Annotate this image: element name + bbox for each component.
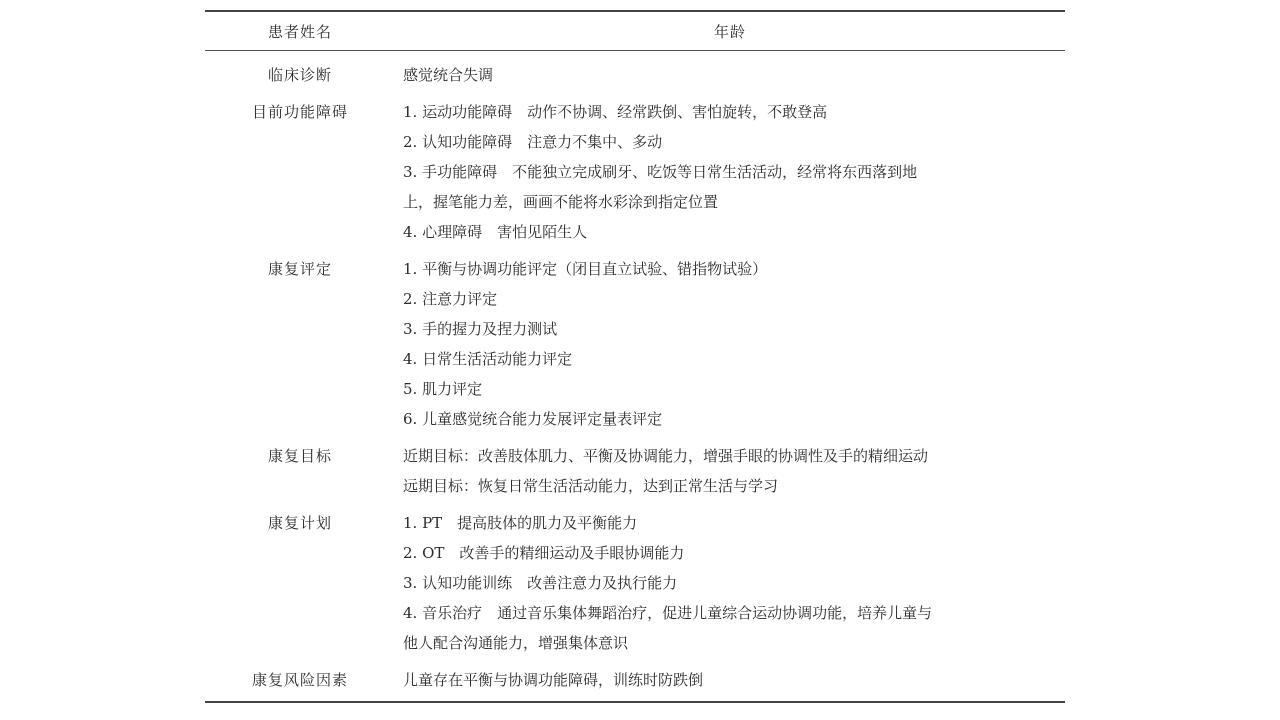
table-header [205, 12, 1065, 50]
table-row-dysfunction [205, 97, 1065, 247]
row-line: 6. 儿童感觉统合能力发展评定量表评定 [403, 410, 663, 428]
table-row-risk [205, 665, 1065, 695]
row-label: 康复计划 [267, 514, 332, 532]
row-label: 临床诊断 [267, 66, 332, 84]
row-line: 3. 手功能障碍 不能独立完成刷牙、吃饭等日常生活活动，经常将东西落到地 [403, 163, 918, 181]
row-value [395, 254, 1065, 434]
row-value [395, 97, 1065, 247]
row-line: 1. 运动功能障碍 动作不协调、经常跌倒、害怕旋转，不敢登高 [403, 103, 828, 121]
row-line: 4. 音乐治疗 通过音乐集体舞蹈治疗，促进儿童综合运动协调功能，培养儿童与 [403, 604, 933, 622]
row-line: 2. 注意力评定 [403, 290, 498, 308]
row-line: 上，握笔能力差，画画不能将水彩涂到指定位置 [403, 193, 719, 211]
row-line: 儿童存在平衡与协调功能障碍，训练时防跌倒 [403, 671, 704, 689]
row-line: 2. OT 改善手的精细运动及手眼协调能力 [403, 544, 685, 562]
table-row-goals [205, 441, 1065, 501]
bottom-rule [205, 701, 1065, 703]
row-label: 康复风险因素 [251, 671, 348, 689]
row-value [395, 508, 1065, 658]
table-body [205, 51, 1065, 701]
table-row-plan [205, 508, 1065, 658]
case-table [205, 10, 1065, 703]
header-label: 患者姓名 [267, 22, 332, 41]
row-line: 4. 心理障碍 害怕见陌生人 [403, 223, 588, 241]
header-value: 年龄 [713, 22, 746, 41]
table-row-diagnosis [205, 60, 1065, 90]
row-label: 康复评定 [267, 260, 332, 278]
row-line: 感觉统合失调 [403, 66, 494, 84]
row-line: 2. 认知功能障碍 注意力不集中、多动 [403, 133, 663, 151]
row-line: 3. 手的握力及捏力测试 [403, 320, 558, 338]
row-line: 近期目标：改善肢体肌力、平衡及协调能力，增强手眼的协调性及手的精细运动 [403, 447, 929, 465]
row-line: 4. 日常生活活动能力评定 [403, 350, 573, 368]
row-label: 康复目标 [267, 447, 332, 465]
row-line: 他人配合沟通能力，增强集体意识 [403, 634, 629, 652]
row-line: 1. 平衡与协调功能评定（闭目直立试验、错指物试验） [403, 260, 768, 278]
row-value [395, 665, 1065, 695]
row-label: 目前功能障碍 [251, 103, 348, 121]
row-line: 1. PT 提高肢体的肌力及平衡能力 [403, 514, 638, 532]
row-value [395, 60, 1065, 90]
row-value [395, 441, 1065, 501]
row-line: 远期目标：恢复日常生活活动能力，达到正常生活与学习 [403, 477, 779, 495]
row-line: 3. 认知功能训练 改善注意力及执行能力 [403, 574, 678, 592]
row-line: 5. 肌力评定 [403, 380, 483, 398]
table-row-assessment [205, 254, 1065, 434]
